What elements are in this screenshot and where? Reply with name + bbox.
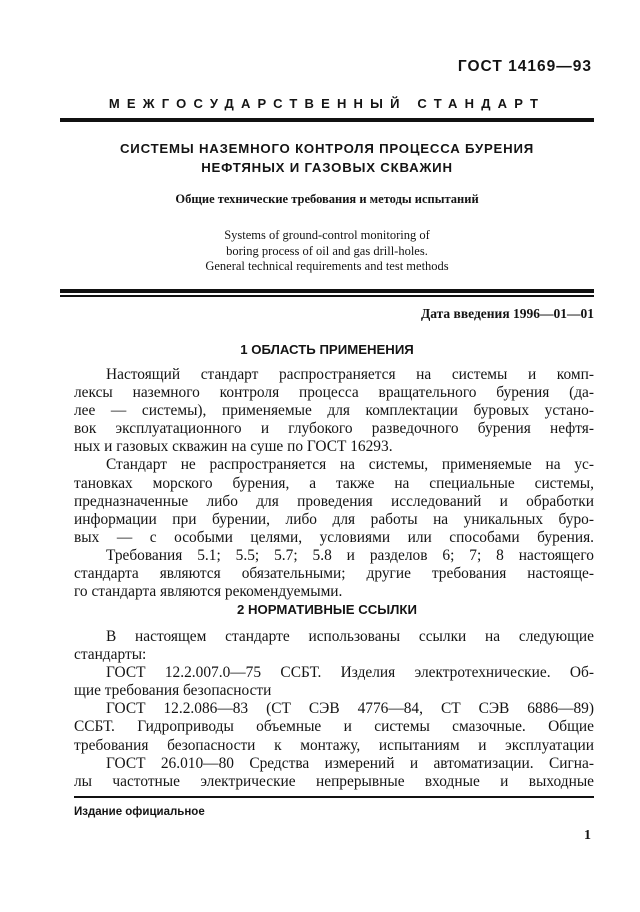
- footer-rule: [74, 796, 594, 798]
- top-rule: [60, 118, 594, 122]
- text-line: Требования 5.1; 5.5; 5.7; 5.8 и разделов 6; 7; 8 настоящего: [106, 546, 594, 564]
- text-line: щие требования безопасности: [74, 682, 272, 700]
- english-title-line-3: General technical requirements and test methods: [205, 259, 449, 273]
- text-line: Настоящий стандарт распространяется на системы и комп-: [106, 366, 594, 383]
- section-1-heading: 1 ОБЛАСТЬ ПРИМЕНЕНИЯ: [240, 342, 414, 357]
- text-line: вок эксплуатационного и глубокого разведочного бурения нефтя-: [74, 420, 594, 438]
- text-line: ГОСТ 12.2.007.0—75 ССБТ. Изделия электротехнические. Об-: [106, 664, 594, 682]
- text-line: требования безопасности к монтажу, испытаниям и эксплуатации: [74, 736, 594, 754]
- text-line: предназначенные либо для проведения исследований и обработки: [74, 492, 594, 510]
- section-1-body: [74, 366, 594, 601]
- text-line: лее — системы), применяемые для комплектации буровых устано-: [74, 402, 594, 420]
- text-line: вых — с особыми целями, условиями или способами бурения.: [74, 528, 594, 546]
- introduction-date: Дата введения 1996—01—01: [420, 306, 594, 321]
- text-line: ССБТ. Гидроприводы объемные и системы смазочные. Общие: [74, 718, 594, 736]
- text-line: стандарты:: [74, 646, 147, 664]
- standard-banner: МЕЖГОСУДАРСТВЕННЫЙ СТАНДАРТ: [108, 96, 546, 111]
- title-rule-thin: [60, 295, 594, 297]
- section-2-body: [74, 628, 594, 791]
- gost-code: ГОСТ 14169—93: [457, 58, 592, 75]
- text-line: лы частотные электрические непрерывные входные и выходные: [74, 772, 594, 790]
- text-line: Стандарт не распространяется на системы, применяемые на ус-: [106, 456, 594, 474]
- section-2-heading: 2 НОРМАТИВНЫЕ ССЫЛКИ: [237, 602, 417, 617]
- text-line: лексы наземного контроля процесса вращательного бурения (да-: [74, 384, 594, 402]
- document-title: [60, 139, 594, 177]
- text-line: стандарта являются обязательными; другие требования настояще-: [74, 565, 594, 583]
- page-number: 1: [584, 828, 591, 843]
- title-rule-thick: [60, 289, 594, 293]
- text-line: го стандарта являются рекомендуемыми.: [74, 583, 343, 601]
- document-subtitle: Общие технические требования и методы испытаний: [175, 192, 479, 206]
- title-line-2: НЕФТЯНЫХ И ГАЗОВЫХ СКВАЖИН: [201, 160, 453, 175]
- text-line: тановках морского бурения, а также на специальные системы,: [74, 474, 594, 492]
- english-title-line-2: boring process of oil and gas drill-holes.: [226, 243, 428, 258]
- text-line: ГОСТ 26.010—80 Средства измерений и автоматизации. Сигна-: [106, 754, 594, 772]
- english-title-line-1: Systems of ground-control monitoring of: [224, 228, 430, 242]
- text-line: ГОСТ 12.2.086—83 (СТ СЭВ 4776—84, СТ СЭВ 6886—89): [106, 700, 594, 718]
- title-line-1: СИСТЕМЫ НАЗЕМНОГО КОНТРОЛЯ ПРОЦЕССА БУРЕНИЯ: [119, 141, 535, 156]
- text-line: В настоящем стандарте использованы ссылки на следующие: [106, 628, 594, 645]
- edition-label: Издание официальное: [74, 806, 205, 818]
- text-line: ных и газовых скважин на суше по ГОСТ 16293.: [74, 438, 393, 456]
- english-title: [60, 228, 594, 275]
- text-line: информации при бурении, либо для работы на уникальных буро-: [74, 510, 594, 528]
